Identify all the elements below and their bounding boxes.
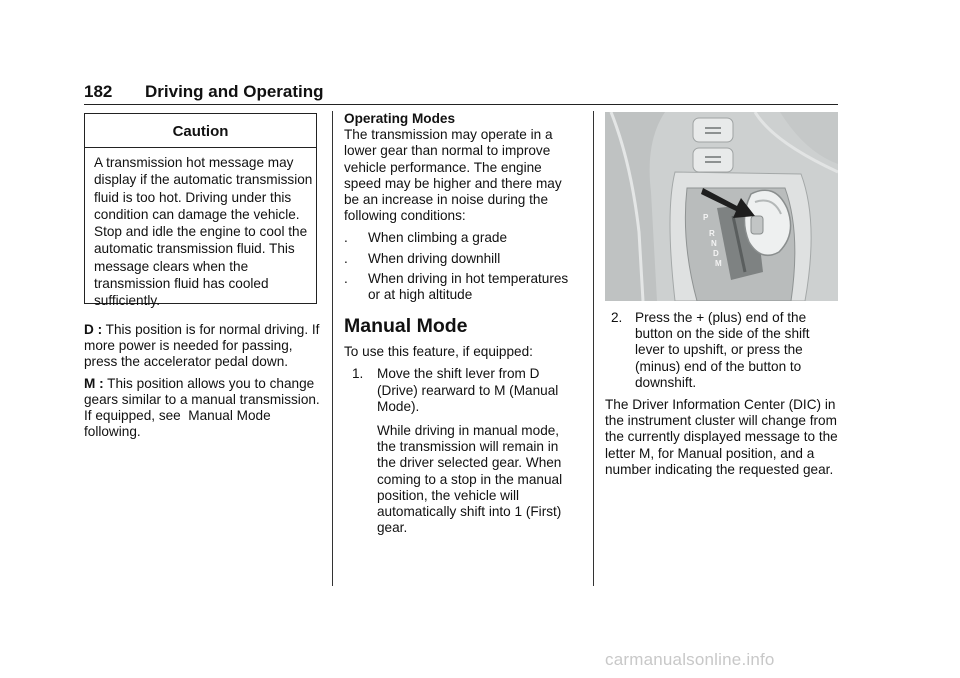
manual-description: This position allows you to change gears similar to a manual transmission. If equipped, see Manual Mode following. <box>84 375 320 440</box>
caution-title: Caution <box>172 123 229 140</box>
gear-label: M <box>715 259 722 268</box>
step-number: 1. <box>352 366 364 382</box>
bullet-mark: . <box>344 270 348 286</box>
middle-column <box>344 111 580 536</box>
step-text: Move the shift lever from D (Drive) rearward to M (Manual Mode). <box>377 366 559 414</box>
caution-text: A transmission hot message may display if the automatic transmission fluid is too hot. Driving under this condition can damage the vehicle. Stop and idle the engine to cool the automatic transmission fluid. This message clears when the transmission fluid has cooled sufficiently. <box>94 155 313 309</box>
bullet-text: When climbing a grade <box>368 230 508 246</box>
gear-positions <box>84 322 324 445</box>
drive-position-paragraph <box>84 322 324 371</box>
operating-modes-intro: The transmission may operate in a lower gear than normal to improve vehicle performance. The engine speed may be higher and there may be an increase in noise during the following conditions: <box>344 127 562 224</box>
section-title: Driving and Operating <box>145 82 324 101</box>
list-item <box>344 251 580 267</box>
step-1-detail: While driving in manual mode, the transmission will remain in the driver selected gear. When coming to a stop in the manual position, the vehicle will automatically shift into 1 (First) gear. <box>377 423 563 536</box>
gear-label: R <box>709 229 715 238</box>
caution-box <box>84 113 317 309</box>
manual-mode-heading: Manual Mode <box>344 315 468 338</box>
page-header <box>84 82 838 106</box>
watermark: carmanualsonline.info <box>605 650 775 669</box>
gear-label: P <box>703 213 709 222</box>
manual-position-paragraph <box>84 376 324 441</box>
drive-label: D : <box>84 322 103 337</box>
bullet-text: When driving downhill <box>368 250 501 266</box>
header-rule <box>84 104 838 105</box>
drive-description: This position is for normal driving. If more power is needed for passing, press the accelerator pedal down. <box>84 322 320 370</box>
bullet-text: When driving in hot temperatures or at high altitude <box>368 270 569 303</box>
gear-label: D <box>713 249 719 258</box>
step-text: Press the + (plus) end of the button on the side of the shift lever to upshift, or press the (minus) end of the button to downshift. <box>635 310 810 390</box>
right-column <box>605 310 841 484</box>
manual-mode-intro: To use this feature, if equipped: <box>344 344 533 360</box>
column-divider-2 <box>593 111 594 586</box>
shift-lever-drawing <box>605 112 838 301</box>
dic-paragraph: The Driver Information Center (DIC) in the instrument cluster will change from the currently displayed message to the letter M, for Manual position, and a number indicating the requested gear. <box>605 397 838 477</box>
list-item <box>344 230 580 246</box>
caution-divider <box>85 147 316 148</box>
column-divider-1 <box>332 111 333 586</box>
step-1 <box>352 366 580 415</box>
gear-label: N <box>711 239 717 248</box>
page-number: 182 <box>84 82 113 101</box>
bullet-mark: . <box>344 230 348 246</box>
step-2 <box>611 310 841 391</box>
operating-modes-heading: Operating Modes <box>344 111 456 126</box>
manual-label: M : <box>84 375 104 391</box>
bullet-mark: . <box>344 250 348 266</box>
list-item <box>344 271 580 303</box>
shift-lever-illustration <box>605 112 838 301</box>
step-number: 2. <box>611 310 623 325</box>
